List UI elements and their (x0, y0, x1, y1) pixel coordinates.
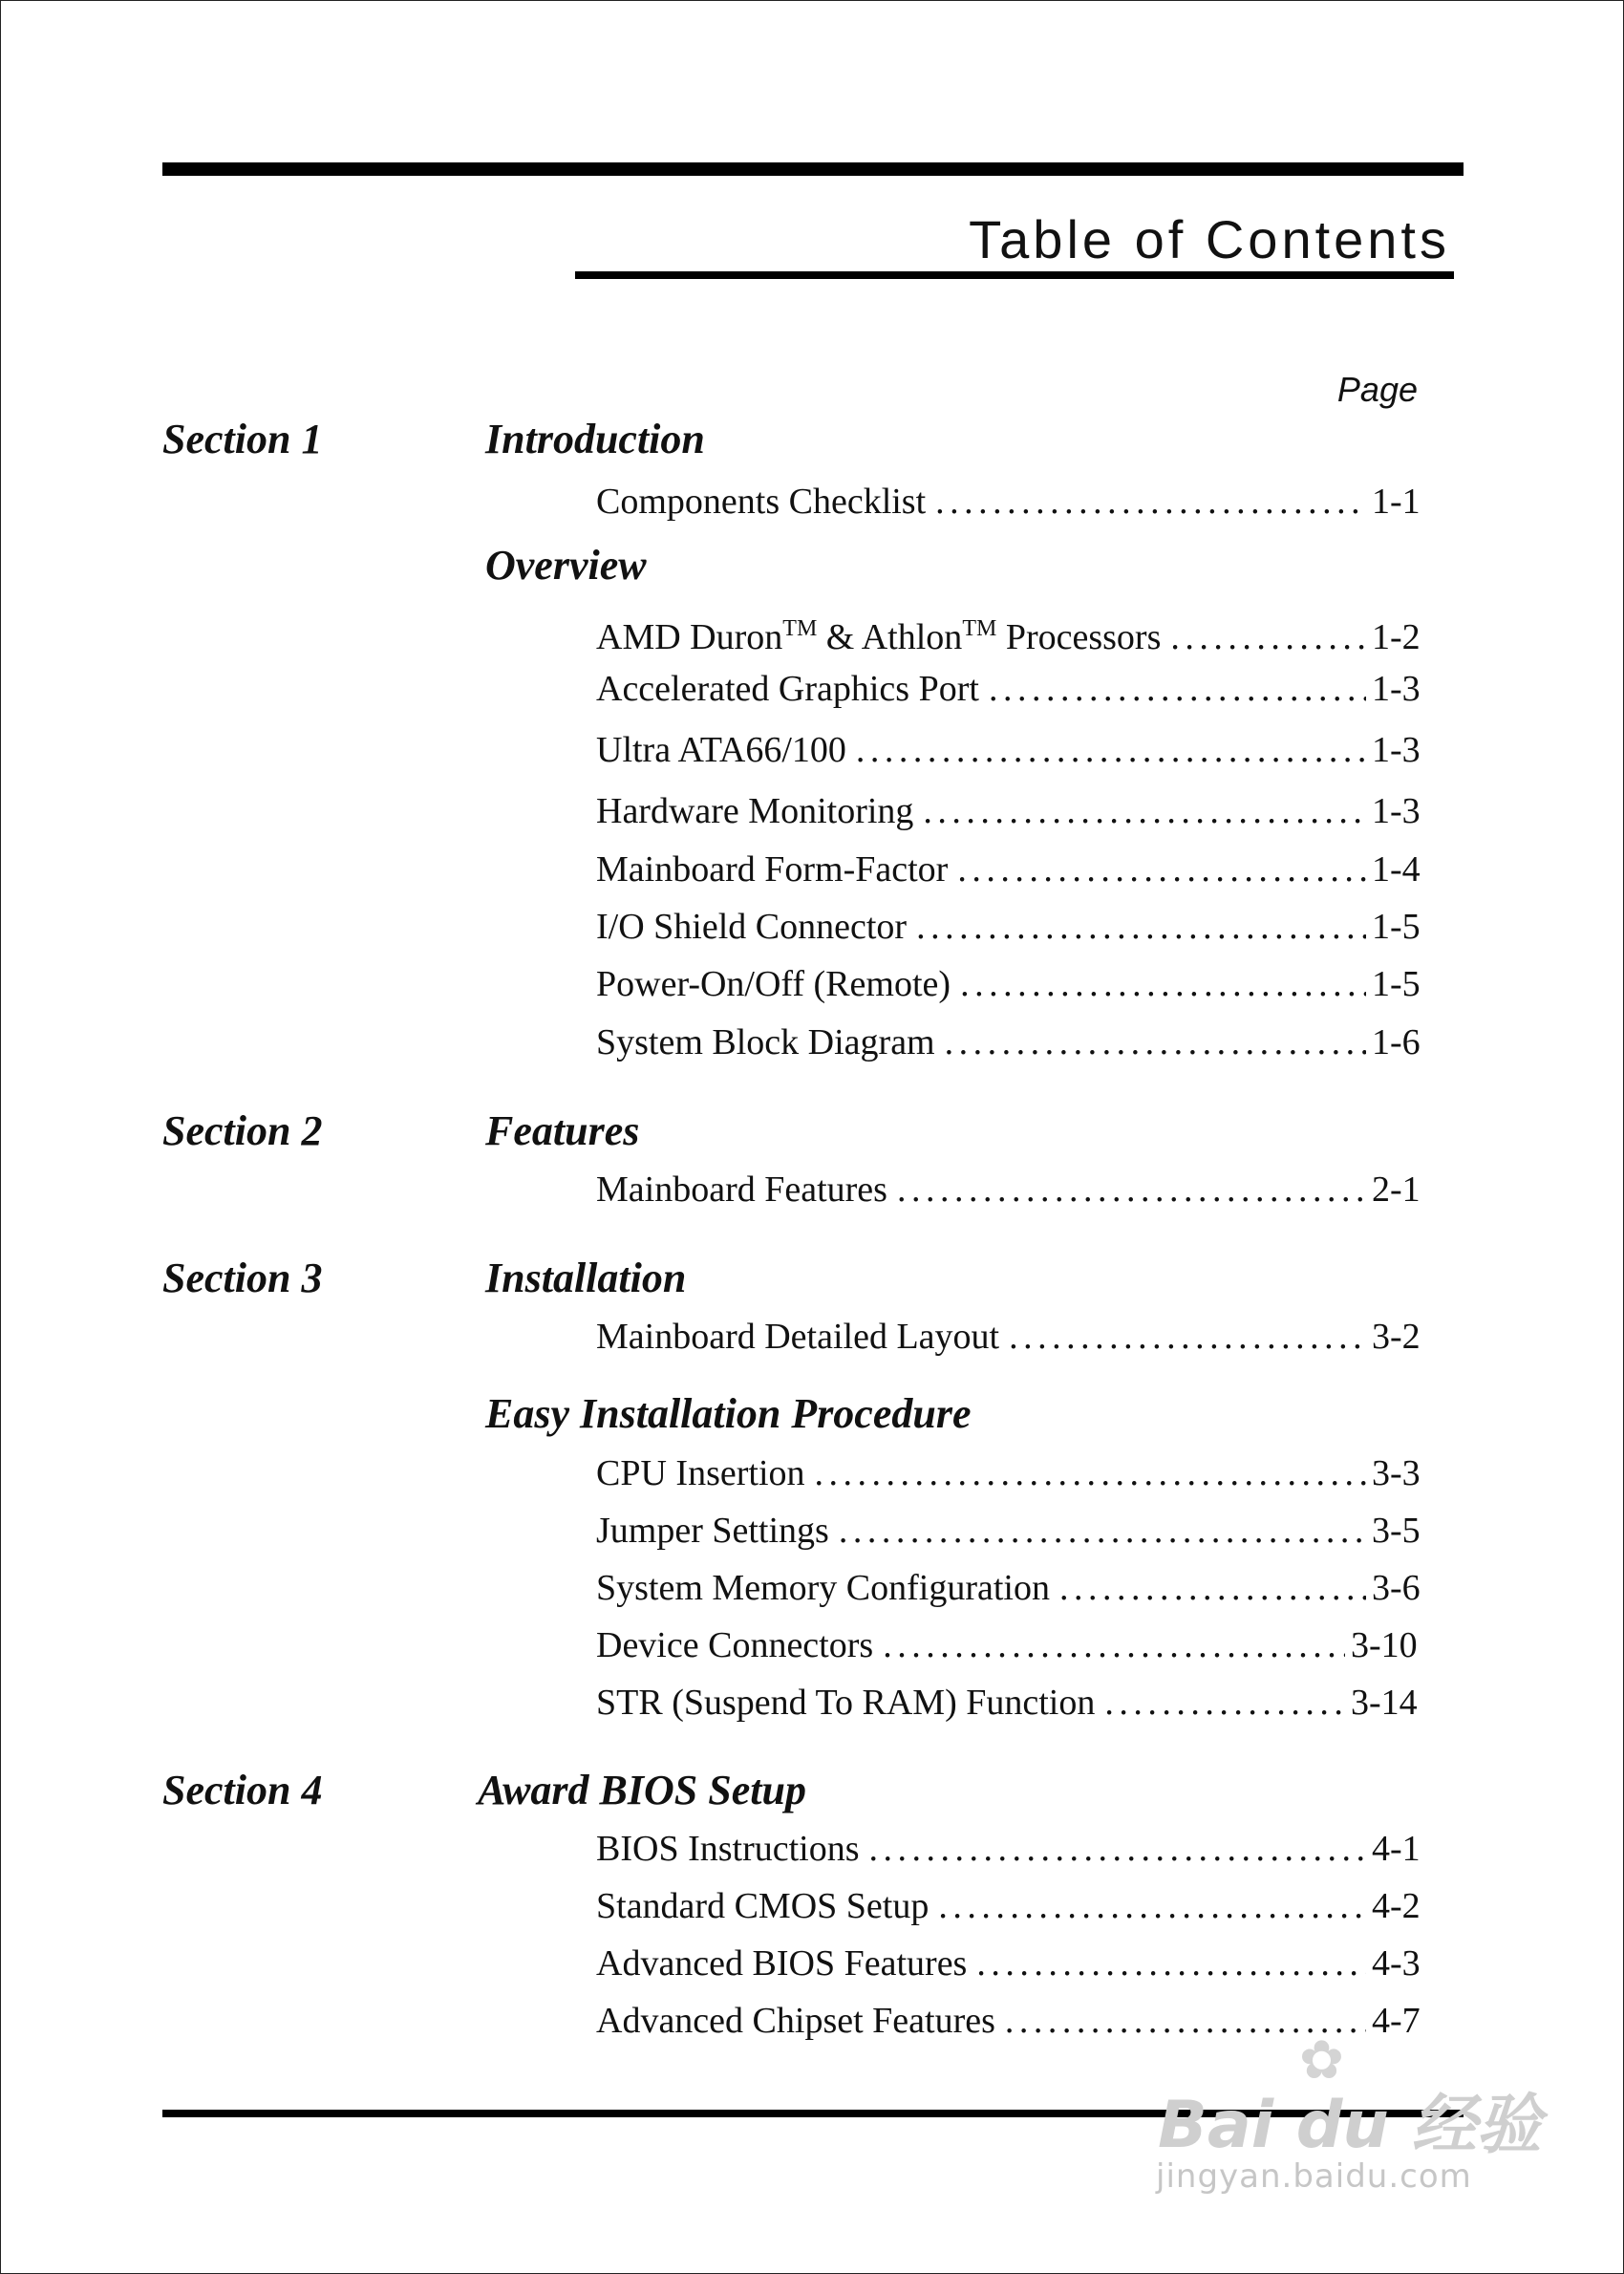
entry-text: BIOS Instructions (596, 1829, 860, 1869)
entry-text: I/O Shield Connector (596, 907, 908, 947)
toc-entry[interactable] (596, 1621, 1418, 1669)
toc-entry[interactable] (596, 787, 1421, 835)
entry-page: 1-5 (1372, 964, 1421, 1004)
entry-text: Mainboard Detailed Layout (596, 1317, 1000, 1357)
group-title: Easy Installation Procedure (485, 1390, 972, 1437)
entry-page: 3-6 (1372, 1568, 1421, 1608)
dot-leader (1059, 1564, 1366, 1612)
entry-text: Advanced Chipset Features (596, 2001, 995, 2041)
entry-text: Standard CMOS Setup (596, 1886, 930, 1926)
entry-page: 3-5 (1372, 1511, 1421, 1551)
entry-page: 3-14 (1351, 1683, 1418, 1723)
entry-page: 4-3 (1372, 1943, 1421, 1984)
toc-entry[interactable] (596, 605, 1421, 657)
dot-leader (1104, 1679, 1345, 1727)
toc-entry[interactable] (596, 665, 1421, 713)
section-title: Award BIOS Setup (478, 1767, 806, 1813)
entry-text: Advanced BIOS Features (596, 1943, 968, 1984)
entry-page: 2-1 (1372, 1169, 1421, 1210)
toc-entry[interactable] (596, 1313, 1421, 1361)
toc-entry[interactable] (596, 1019, 1421, 1066)
toc-entry[interactable] (596, 478, 1421, 526)
dot-leader (945, 1019, 1366, 1066)
group-title: Overview (485, 542, 647, 589)
toc-entry[interactable] (596, 960, 1421, 1008)
dot-leader (839, 1507, 1366, 1555)
entry-text: Jumper Settings (596, 1511, 829, 1551)
toc-entry[interactable] (596, 1166, 1421, 1213)
entry-page: 3-10 (1351, 1625, 1418, 1665)
entry-page: 1-2 (1372, 617, 1421, 657)
entry-page: 1-6 (1372, 1022, 1421, 1062)
section-label: Section 2 (162, 1107, 323, 1154)
entry-page: 1-5 (1372, 907, 1421, 947)
entry-text: CPU Insertion (596, 1453, 805, 1493)
dot-leader (883, 1621, 1345, 1669)
toc-entry[interactable] (596, 903, 1421, 951)
dot-leader (916, 903, 1366, 951)
entry-text: Components Checklist (596, 482, 927, 522)
dot-leader (897, 1166, 1366, 1213)
toc-entry[interactable] (596, 726, 1421, 774)
entry-page: 1-3 (1372, 669, 1421, 709)
dot-leader (960, 960, 1366, 1008)
toc-entry[interactable] (596, 1507, 1421, 1555)
entry-text: Mainboard Features (596, 1169, 887, 1210)
toc-entry[interactable] (596, 1882, 1421, 1930)
entry-text: AMD Duron™ & Athlon™ Processors (596, 616, 1162, 657)
entry-text: Mainboard Form-Factor (596, 849, 949, 890)
dot-leader (935, 478, 1366, 526)
section-label: Section 3 (162, 1255, 323, 1301)
toc-entry[interactable] (596, 1940, 1421, 1987)
dot-leader (1170, 613, 1366, 661)
toc-entry[interactable] (596, 1679, 1418, 1727)
watermark-url: jingyan.baidu.com (1156, 2157, 1472, 2196)
entry-text: Power-On/Off (Remote) (596, 964, 951, 1004)
entry-text: Device Connectors (596, 1625, 874, 1665)
entry-page: 4-1 (1372, 1829, 1421, 1869)
section-label: Section 4 (162, 1767, 323, 1813)
toc-entry[interactable] (596, 846, 1421, 893)
dot-leader (923, 787, 1366, 835)
dot-leader (989, 665, 1366, 713)
dot-leader (1009, 1313, 1366, 1361)
dot-leader (815, 1449, 1367, 1497)
entry-page: 1-1 (1372, 482, 1421, 522)
entry-page: 1-3 (1372, 730, 1421, 770)
entry-text: System Memory Configuration (596, 1568, 1050, 1608)
entry-text: STR (Suspend To RAM) Function (596, 1683, 1096, 1723)
paw-icon: ✿ (1299, 2029, 1344, 2092)
title-underline (575, 271, 1454, 279)
entry-page: 3-2 (1372, 1317, 1421, 1357)
page-column-label: Page (1336, 370, 1418, 409)
section-title: Introduction (485, 416, 705, 462)
entry-page: 1-3 (1372, 791, 1421, 831)
entry-text: Accelerated Graphics Port (596, 669, 979, 709)
section-title: Installation (485, 1255, 687, 1301)
entry-page: 4-2 (1372, 1886, 1421, 1926)
dot-leader (976, 1940, 1366, 1987)
dot-leader (869, 1825, 1367, 1873)
watermark-logo: Bai du 经验 (1158, 2088, 1542, 2163)
entry-text: System Block Diagram (596, 1022, 935, 1062)
entry-text: Ultra ATA66/100 (596, 730, 846, 770)
page-title: Table of Contents (969, 209, 1450, 269)
entry-page: 4-7 (1372, 2001, 1421, 2041)
dot-leader (938, 1882, 1366, 1930)
top-rule (162, 162, 1464, 176)
toc-entry[interactable] (596, 1449, 1421, 1497)
section-label: Section 1 (162, 416, 323, 462)
toc-entry[interactable] (596, 1825, 1421, 1873)
entry-text: Hardware Monitoring (596, 791, 914, 831)
dot-leader (957, 846, 1366, 893)
entry-page: 1-4 (1372, 849, 1421, 890)
toc-entry[interactable] (596, 1564, 1421, 1612)
dot-leader (856, 726, 1366, 774)
toc-entry[interactable] (596, 1997, 1421, 2045)
section-title: Features (485, 1107, 640, 1154)
entry-page: 3-3 (1372, 1453, 1421, 1493)
